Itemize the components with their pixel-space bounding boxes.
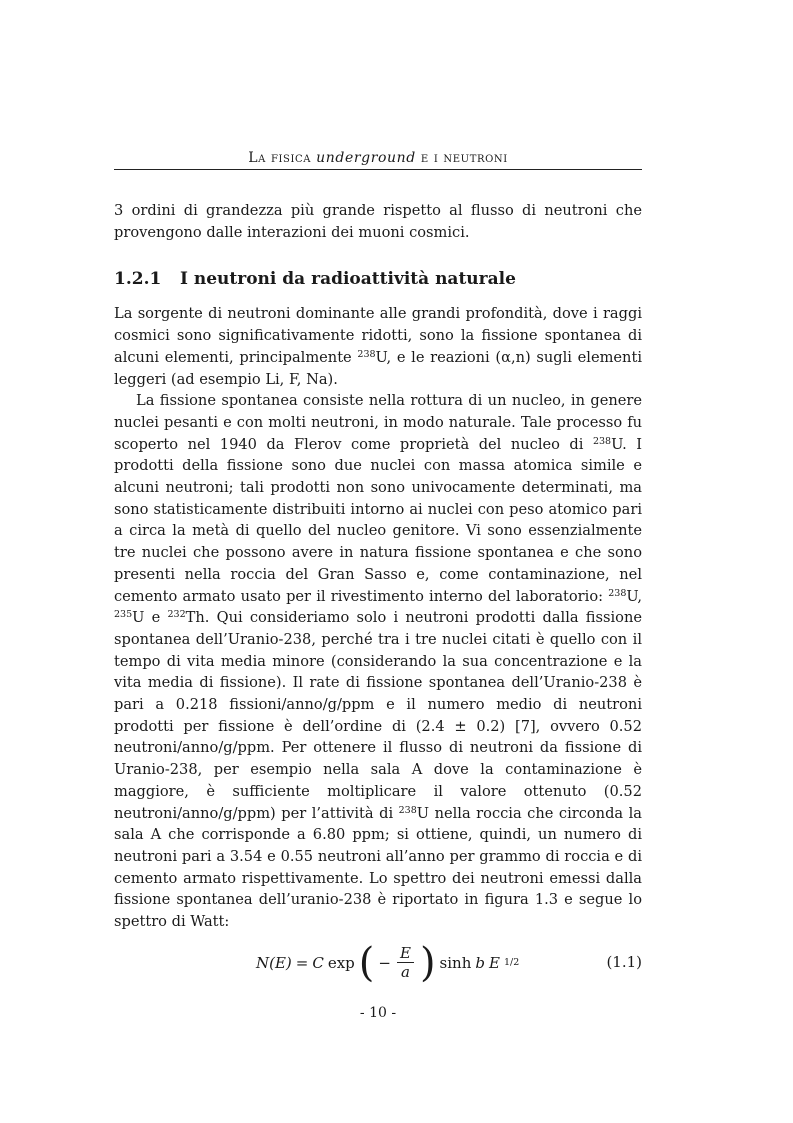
section-title: I neutroni da radioattività naturale (180, 269, 516, 290)
running-header: La fisica underground e i neutroni (114, 150, 642, 170)
equation-number: (1.1) (606, 952, 642, 971)
paragraph-2: La fissione spontanea consiste nella rottura di un nucleo, in genere nuclei pesanti e con molti neutroni, in modo naturale. Tale processo fu scoperto nel 1940 da Flerov come proprietà del nucleo di $^{238}$U. I prodotti della fissione sono due nuclei con massa atomica simile e alcuni neutroni; tali prodotti non sono univocamente determinati, ma sono statisticamente distribuiti intorno ai nuclei con peso atomico pari a circa la metà di quello del nucleo genitore. Vi sono essenzialmente tre nuclei che possono avere in natura fissione spontanea e che sono presenti nella roccia del Gran Sasso e, come contaminazione, nel cemento armato usato per il rivestimento interno del laboratorio: $^{238}$U, $^{235}$U e $^{232}$Th. Qui consideriamo solo i neutroni prodotti dalla fissione spontanea dell’Uranio-238, perché tra i tre nuclei citati è quello con il tempo di vita media minore (considerando la sua concentrazione e la vita media di fissione). Il rate di fissione spontanea dell’Uranio-238 è pari a 0.218 fissioni/anno/g/ppm e il numero medio di neutroni prodotti per fissione è dell’ordine di (2.4 ± 0.2) [7], ovvero 0.52 neutroni/anno/g/ppm. Per ottenere il flusso di neutroni da fissione di Uranio-238, per esempio nella sala A dove la contaminazione è maggiore, è sufficiente moltiplicare il valore ottenuto (0.52 neutroni/anno/g/ppm) per l’attività di $^{238}$U nella roccia che circonda la sala A che corrisponde a 6.80 ppm; si ottiene, quindi, un numero di neutroni pari a 3.54 e 0.55 neutroni all’anno per grammo di roccia e di cemento armato rispettivamente. Lo spettro dei neutroni emessi dalla fissione spontanea dell’uranio-238 è riportato in figura 1.3 e segue lo spettro di Watt: (114, 392, 643, 931)
intro-paragraph: 3 ordini di grandezza più grande rispetto al flusso di neutroni che provengono dalle interazioni dei muoni cosmici. (114, 202, 642, 241)
section-heading (114, 269, 642, 289)
paragraph-1: La sorgente di neutroni dominante alle grandi profondità, dove i raggi cosmici sono significativamente ridotti, sono la fissione spontanea di alcuni elementi, principalmente $^{238}$U, e le reazioni (α,n) sugli elementi leggeri (ad esempio Li, F, Na). (114, 305, 642, 388)
page-content (114, 150, 642, 1021)
fraction: $\frac{E}{a}$ (397, 944, 414, 981)
page-number: - 10 - (359, 1004, 397, 1021)
right-paren: ) (419, 939, 436, 986)
equation-watt-spectrum: N(E) = C exp ( − $\frac{E}{a}$ ) sinh b E 1/2 (1.1) (256, 939, 642, 986)
section-number: 1.2.1 (114, 269, 162, 290)
left-paren: ( (358, 939, 375, 986)
